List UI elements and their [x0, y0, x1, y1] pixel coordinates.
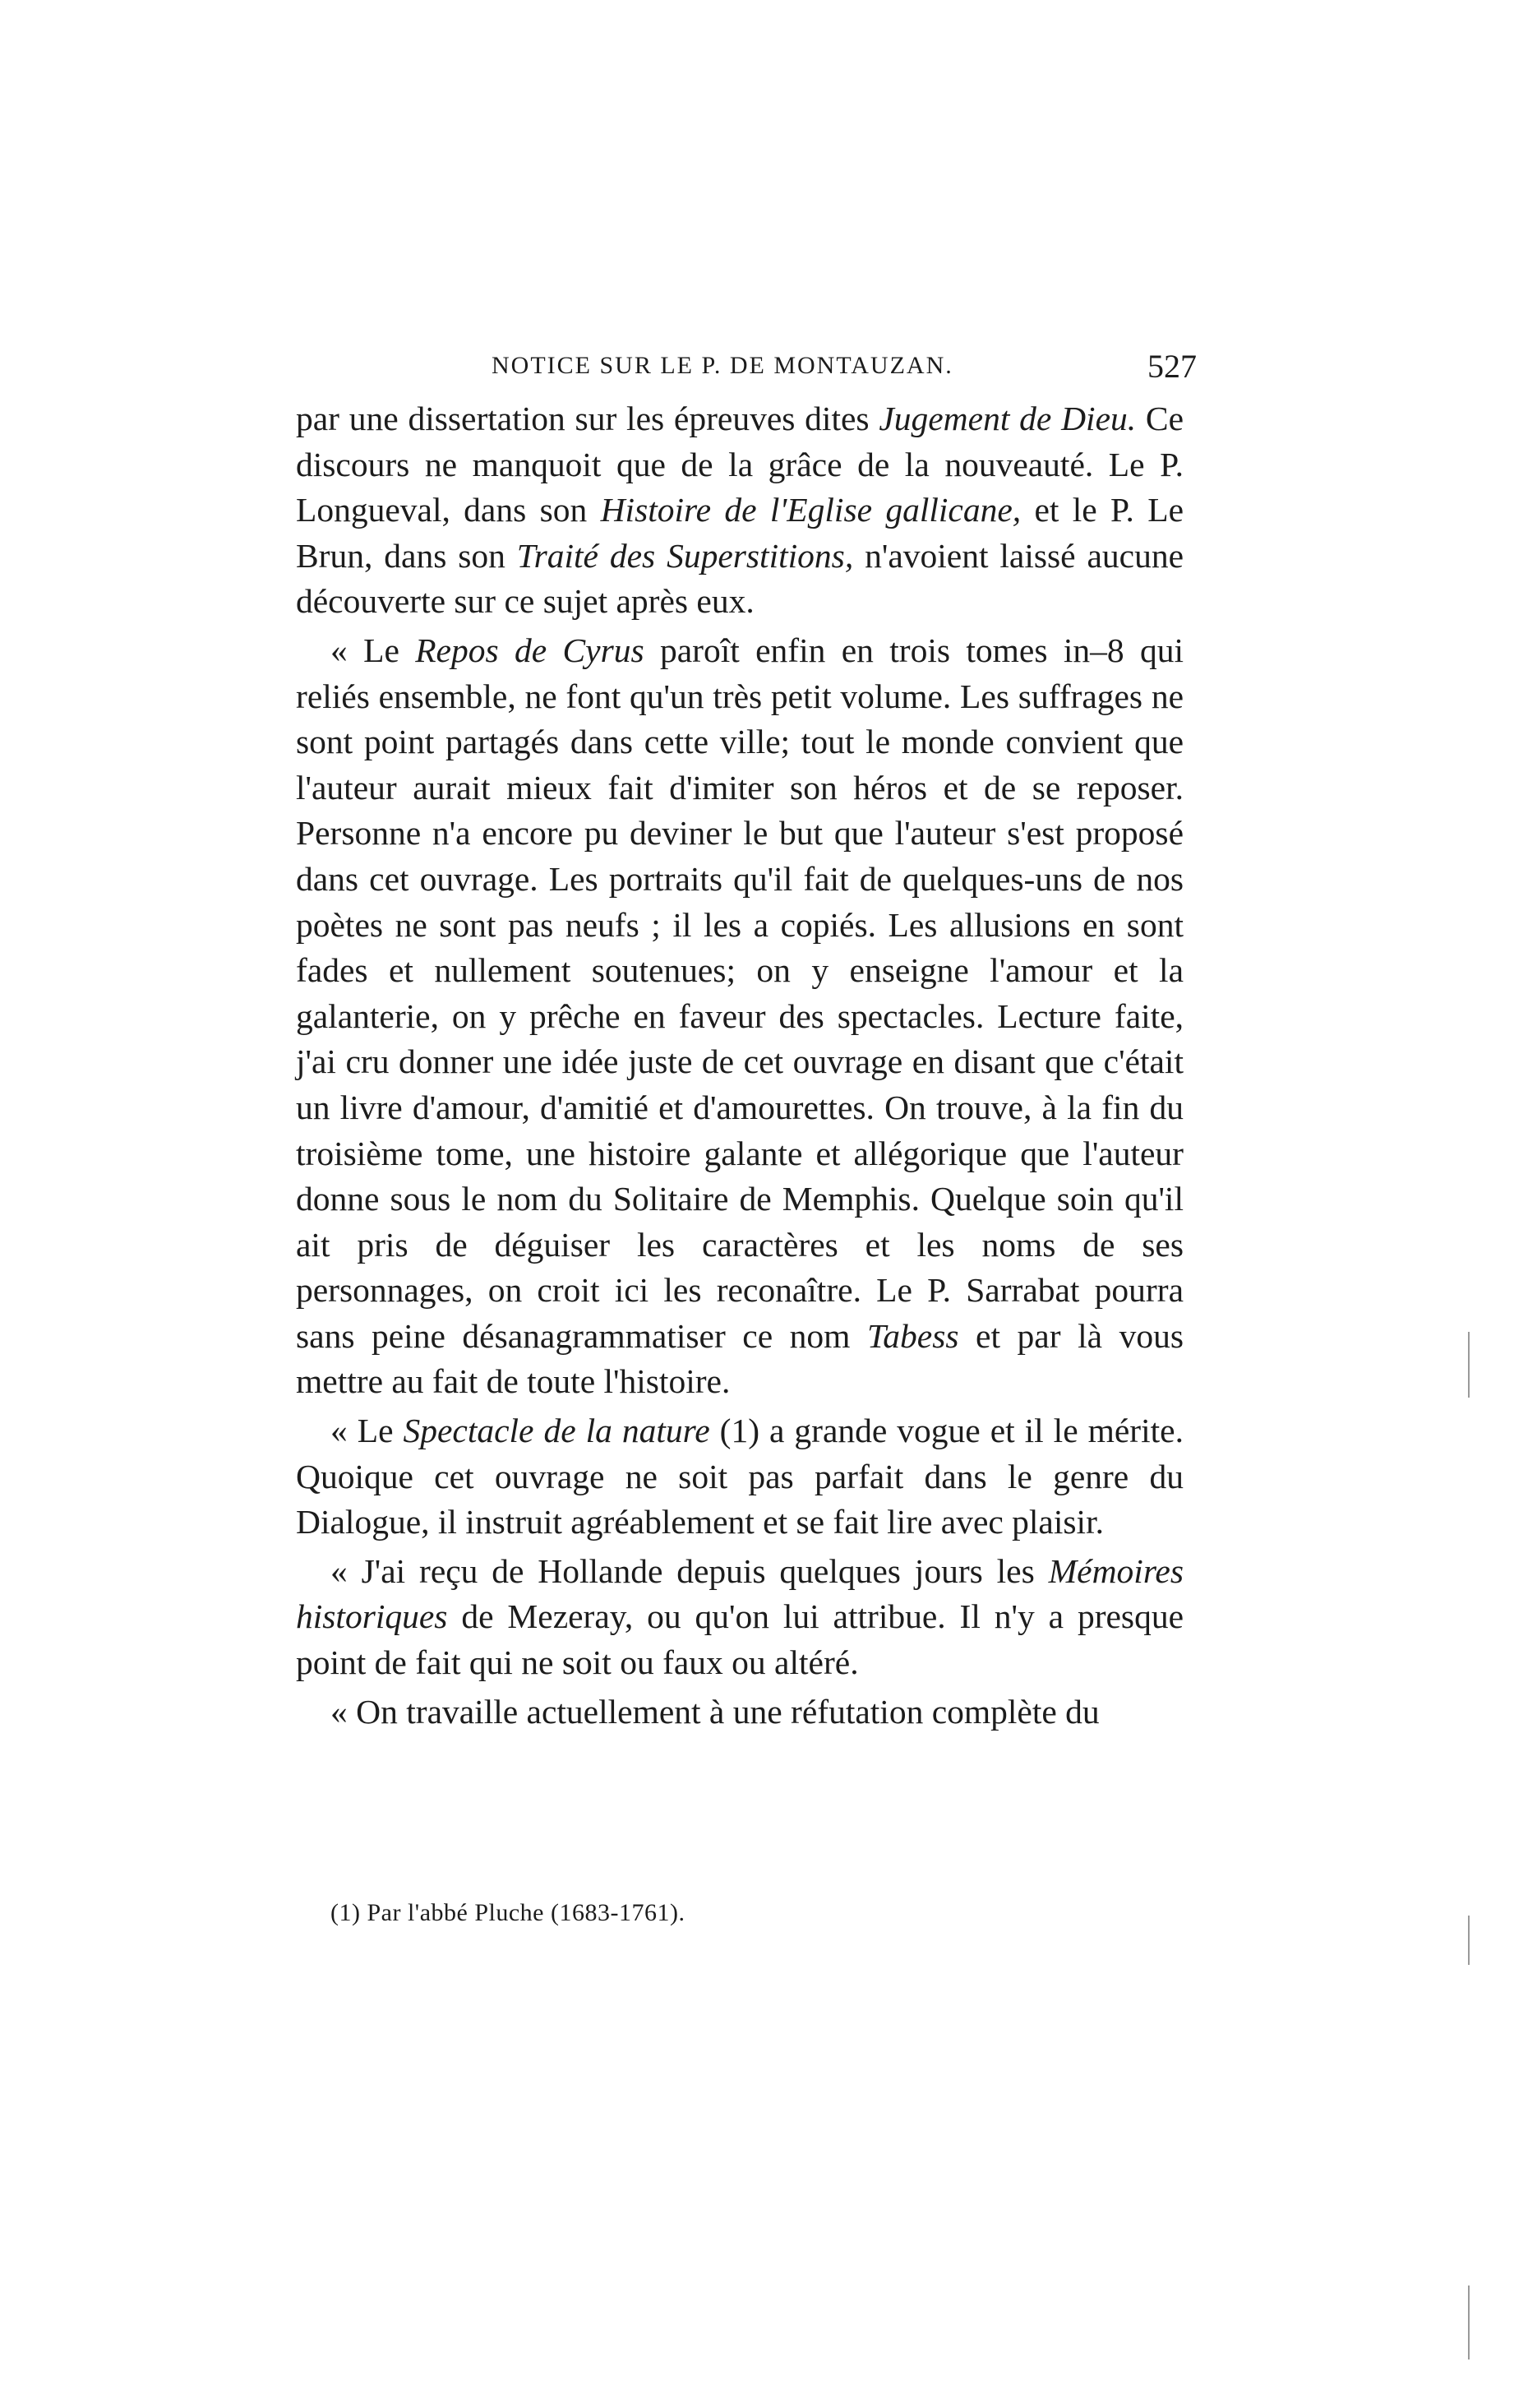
scan-margin-mark — [1468, 1916, 1470, 1965]
paragraph — [296, 1549, 1184, 1686]
page-number: 527 — [1147, 348, 1197, 385]
text-run: et par là vous mettre au fait de toute l'histoire. — [296, 1316, 1184, 1401]
italic-title: Spectacle de la nature — [403, 1412, 710, 1450]
text-run: « Le — [330, 631, 416, 669]
text-run: « On travaille actuellement à une réfutation complète du — [330, 1692, 1100, 1731]
paragraph — [296, 628, 1184, 1405]
text-run: et le P. Le Brun, dans son — [296, 491, 1184, 575]
text-run: « J'ai reçu de Hollande depuis quelques jours les — [330, 1551, 1049, 1590]
body-text — [296, 396, 1184, 1735]
scan-margin-mark — [1468, 2286, 1470, 2359]
italic-title: Tabess — [867, 1316, 959, 1355]
text-run: (1) a grande vogue et il le mérite. Quoique cet ouvrage ne soit pas parfait dans le genre du Dialogue, il instruit agréablement et se fait lire avec plaisir. — [296, 1412, 1184, 1541]
running-title: NOTICE SUR LE P. DE MONTAUZAN. — [492, 352, 953, 379]
scan-margin-mark — [1468, 1332, 1470, 1398]
italic-title: Mémoires historiques — [296, 1551, 1184, 1636]
paragraph — [296, 1408, 1184, 1546]
italic-title: Traité des Superstitions, — [516, 536, 854, 575]
text-run: par une dissertation sur les épreuves dites — [296, 400, 879, 437]
text-run: « Le — [330, 1412, 404, 1450]
paragraph — [296, 1689, 1184, 1736]
page-header — [492, 348, 1197, 393]
paragraph — [296, 396, 1184, 625]
footnote: (1) Par l'abbé Pluche (1683-1761). — [330, 1899, 685, 1926]
italic-title: Histoire de l'Eglise gallicane, — [600, 491, 1022, 529]
italic-title: Repos de Cyrus — [415, 631, 644, 669]
text-run: n'avoient laissé aucune découverte sur ce sujet après eux. — [296, 536, 1184, 621]
italic-title: Jugement de Dieu. — [879, 400, 1137, 437]
text-run: paroît enfin en trois tomes in–8 qui reliés ensemble, ne font qu'un très petit volume. Les suffrages ne sont point partagés dans cette ville; tout le monde convient que l'auteur aurait mieux fait d'imiter son héros et de se reposer. Personne n'a encore pu deviner le but que l'auteur s'est proposé dans cet ouvrage. Les portraits qu'il fait de quelques-uns de nos poètes ne sont pas neufs ; il les a copiés. Les allusions en sont fades et nullement soutenues; on y enseigne l'amour et la galanterie, on y prêche en faveur des spectacles. Lecture faite, j'ai cru donner une idée juste de cet ouvrage en disant que c'était un livre d'amour, d'amitié et d'amourettes. On trouve, à la fin du troisième tome, une histoire galante et allégorique que l'auteur donne sous le nom du Solitaire de Memphis. Quelque soin qu'il ait pris de déguiser les caractères et les noms de ses personnages, on croit ici les reconaître. Le P. Sarrabat pourra sans peine désanagrammatiser ce nom — [296, 631, 1184, 1355]
text-run: de Mezeray, ou qu'on lui attribue. Il n'y a presque point de fait qui ne soit ou faux ou altéré. — [296, 1597, 1184, 1682]
text-run: Ce discours ne manquoit que de la grâce de la nouveauté. Le P. Longueval, dans son — [296, 400, 1184, 529]
